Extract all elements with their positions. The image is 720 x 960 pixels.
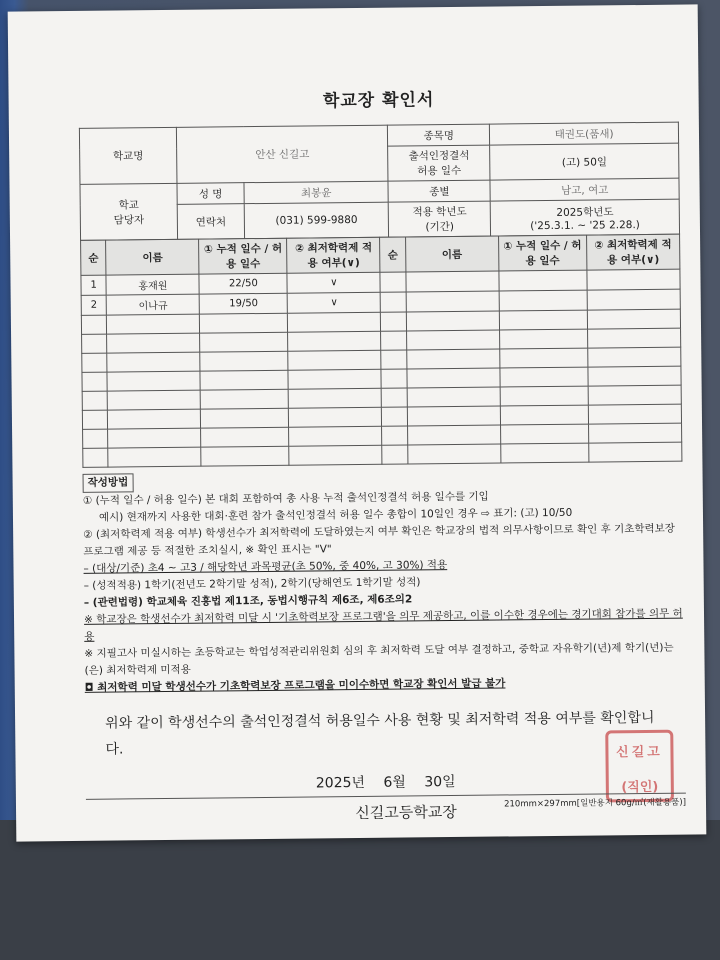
empty-cell [407, 387, 500, 407]
empty-cell [107, 314, 200, 334]
empty-cell [382, 426, 407, 445]
empty-cell [500, 367, 588, 387]
empty-cell [381, 369, 406, 388]
info-table [79, 122, 680, 241]
student-no: 1 [81, 275, 106, 295]
empty-cell [382, 407, 407, 426]
col-days-left: ① 누적 일수 / 허용 일수 [199, 238, 287, 274]
year-cell [490, 199, 679, 236]
empty-cell [200, 370, 288, 390]
empty-cell [500, 386, 588, 406]
student-days: 22/50 [199, 273, 287, 294]
school-value: 안산 신길고 [176, 125, 388, 183]
empty-cell [500, 405, 588, 425]
empty-cell [200, 351, 288, 371]
empty-cell [82, 353, 107, 372]
name-label: 성 명 [177, 183, 244, 205]
empty-cell [500, 424, 588, 444]
empty-cell [587, 328, 680, 348]
name-value: 최봉윤 [244, 181, 388, 204]
staff-label: 학교 담당자 [80, 183, 178, 240]
empty-cell [381, 312, 406, 331]
empty-cell [587, 309, 680, 329]
empty-cell [406, 291, 499, 312]
empty-cell [289, 426, 382, 446]
student-min: ∨ [288, 292, 381, 313]
col-name-left: 이름 [106, 239, 199, 275]
confirm-text: 위와 같이 학생선수의 출석인정결석 허용일수 사용 현황 및 최저학력 적용 여부를 확인합니다. [105, 709, 655, 758]
empty-cell [499, 290, 587, 311]
note-7: ※ 지필고사 미실시하는 초등학교는 학업성적관리위원회 심의 후 최저학력 도달 여부 결정하고, 중학교 자유학기(년)제 학기(년)는(은) 최저학력제 미적용 [84, 641, 674, 677]
student-no: 2 [81, 295, 106, 315]
note-6: ※ 학교장은 학생선수가 최저학력 미달 시 '기초학력보장 프로그램'을 의무 제공하고, 이를 이수한 경우에는 경기대회 참가를 의무 허용 [83, 607, 683, 643]
empty-cell [107, 352, 200, 372]
gender-value: 남고, 여고 [490, 178, 679, 201]
empty-cell [108, 428, 201, 448]
document-content [78, 75, 686, 826]
empty-cell [200, 313, 288, 333]
empty-cell [200, 332, 288, 352]
empty-cell [499, 329, 587, 349]
contact-label: 연락처 [177, 204, 244, 240]
empty-cell [288, 369, 381, 389]
empty-cell [108, 409, 201, 429]
empty-cell [500, 348, 588, 368]
issue-date: 2025년 6월 30일 [315, 773, 456, 792]
student-days: 19/50 [200, 293, 288, 314]
event-value: 태권도(품새) [490, 122, 679, 145]
empty-cell [382, 445, 407, 464]
empty-cell [81, 315, 106, 334]
empty-cell [587, 289, 680, 310]
year-value: 2025학년도 [556, 205, 614, 219]
empty-cell [406, 311, 499, 331]
col-min-left: ② 최저학력제 적용 여부(∨) [287, 237, 380, 273]
document-sheet [8, 4, 707, 841]
year-label: 적용 학년도 (기간) [388, 201, 490, 237]
empty-cell [201, 408, 289, 428]
empty-cell [588, 423, 681, 443]
contact-value: (031) 599-9880 [244, 202, 389, 239]
instructions [83, 468, 685, 697]
empty-cell [407, 406, 500, 426]
note-2: ② (최저학력제 적용 여부) 학생선수가 최저학력에 도달하였는지 여부 확인은 학교장의 법적 의무사항이므로 확인 후 기초학력보장 프로그램 제공 등 적절한 조치실시, ※ 확인 표시는 "V" [83, 522, 675, 558]
empty-cell [83, 448, 108, 467]
empty-cell [380, 272, 405, 292]
empty-cell [107, 371, 200, 391]
seal-label: (직인) [621, 779, 659, 796]
note-1-example: 예시) 현재까지 사용한 대회·훈련 참가 출석인정결석 허용 일수 총합이 10일인 경우 ⇨ 표기: (고) 10/50 [98, 506, 573, 524]
empty-cell [382, 388, 407, 407]
official-seal [605, 730, 674, 803]
empty-cell [82, 372, 107, 391]
paper-spec: 210mm×297mm[일반용지 60g/㎡(재활용품)] [86, 793, 686, 814]
note-5: – (관련법령) 학교체육 진흥법 제11조, 동법시행규칙 제6조, 제6조의2 [83, 593, 413, 609]
seal-text: 신길고 [616, 744, 663, 761]
student-table [80, 234, 682, 468]
instructions-header: 작성방법 [83, 473, 134, 493]
note-1: ① (누적 일수 / 허용 일수) 본 대회 포함하여 총 사용 누적 출석인정결석 허용 일수를 기입 [82, 490, 489, 507]
empty-cell [288, 312, 381, 332]
empty-cell [588, 404, 681, 424]
empty-cell [381, 292, 406, 312]
event-label: 종목명 [388, 124, 490, 146]
empty-cell [406, 330, 499, 350]
empty-cell [589, 442, 682, 462]
period-value: ('25.3.1. ~ '25 2.28.) [530, 218, 640, 232]
empty-cell [108, 447, 201, 467]
empty-cell [381, 350, 406, 369]
col-no-right: 순 [380, 237, 406, 272]
empty-cell [407, 444, 500, 464]
allowed-value: (고) 50일 [490, 143, 679, 180]
student-name: 이나규 [106, 294, 199, 315]
empty-cell [82, 391, 107, 410]
empty-cell [407, 425, 500, 445]
empty-cell [288, 331, 381, 351]
empty-cell [289, 445, 382, 465]
empty-cell [587, 269, 680, 290]
empty-cell [588, 347, 681, 367]
student-min: ∨ [287, 272, 380, 293]
empty-cell [201, 389, 289, 409]
col-min-right: ② 최저학력제 적용 여부(∨) [586, 234, 680, 270]
background-floor [0, 820, 720, 960]
col-name-right: 이름 [405, 236, 498, 272]
empty-cell [407, 368, 500, 388]
empty-cell [406, 349, 499, 369]
empty-cell [588, 366, 681, 386]
empty-cell [107, 333, 200, 353]
school-label: 학교명 [79, 127, 177, 184]
empty-cell [288, 350, 381, 370]
gender-label: 종별 [388, 180, 490, 202]
empty-cell [107, 390, 200, 410]
signer-name: 신길고등학교장 [355, 802, 457, 823]
empty-cell [499, 270, 587, 291]
empty-cell [406, 271, 499, 292]
empty-cell [201, 446, 289, 466]
empty-cell [499, 310, 587, 330]
empty-cell [381, 331, 406, 350]
student-name: 홍재원 [106, 274, 199, 295]
empty-cell [289, 407, 382, 427]
document-title: 학교장 확인서 [322, 90, 435, 112]
col-days-right: ① 누적 일수 / 허용 일수 [498, 235, 586, 271]
empty-cell [82, 334, 107, 353]
note-3: – (대상/기준) 초4 ~ 고3 / 해당학년 과목평균(초 50%, 중 40%, 고 30%) 적용 [83, 559, 448, 575]
note-4: – (성적적용) 1학기(전년도 2학기말 성적), 2학기(당해연도 1학기말 성적) [83, 576, 421, 592]
empty-cell [289, 388, 382, 408]
note-8: ◘ 최저학력 미달 학생선수가 기초학력보장 프로그램을 미이수하면 학교장 확인서 발급 불가 [84, 677, 506, 694]
empty-cell [201, 427, 289, 447]
col-no-left: 순 [81, 240, 107, 275]
empty-cell [83, 429, 108, 448]
empty-cell [82, 410, 107, 429]
student-rows [81, 269, 682, 467]
empty-cell [588, 385, 681, 405]
allowed-label: 출석인정결석 허용 일수 [388, 145, 490, 181]
empty-cell [501, 443, 589, 463]
